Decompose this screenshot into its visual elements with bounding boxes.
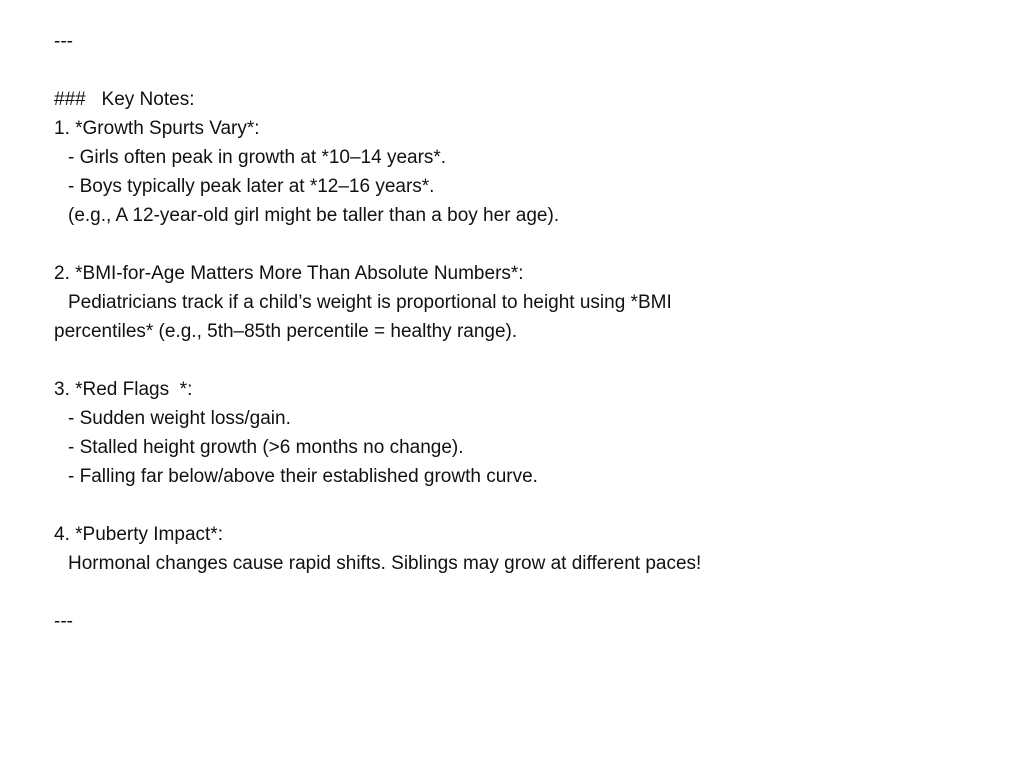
blank-line <box>54 491 994 520</box>
section-1-line-2: - Boys typically peak later at *12–16 years*. <box>68 176 435 197</box>
section-2-line-1: Pediatricians track if a child’s weight is proportional to height using *BMI <box>68 292 672 313</box>
document-body <box>54 27 994 636</box>
blank-line <box>54 56 994 85</box>
section-1-title: 1. *Growth Spurts Vary*: <box>54 118 260 139</box>
blank-line <box>54 578 994 607</box>
section-4-line-1: Hormonal changes cause rapid shifts. Siblings may grow at different paces! <box>68 553 702 574</box>
blank-line <box>54 230 994 259</box>
section-2-continuation: percentiles* (e.g., 5th–85th percentile = healthy range). <box>54 321 518 342</box>
section-2-title: 2. *BMI-for-Age Matters More Than Absolute Numbers*: <box>54 263 524 284</box>
section-1-line-1: - Girls often peak in growth at *10–14 years*. <box>68 147 447 168</box>
section-3-line-1: - Sudden weight loss/gain. <box>68 408 291 429</box>
separator-bottom: --- <box>54 611 73 632</box>
key-notes-heading: ### Key Notes: <box>54 89 195 110</box>
separator-top: --- <box>54 31 73 52</box>
section-3-line-2: - Stalled height growth (>6 months no change). <box>68 437 464 458</box>
section-4-title: 4. *Puberty Impact*: <box>54 524 223 545</box>
blank-line <box>54 346 994 375</box>
section-3-title: 3. *Red Flags *: <box>54 379 193 400</box>
section-3-line-3: - Falling far below/above their established growth curve. <box>68 466 538 487</box>
section-1-line-3: (e.g., A 12-year-old girl might be taller than a boy her age). <box>68 205 560 226</box>
